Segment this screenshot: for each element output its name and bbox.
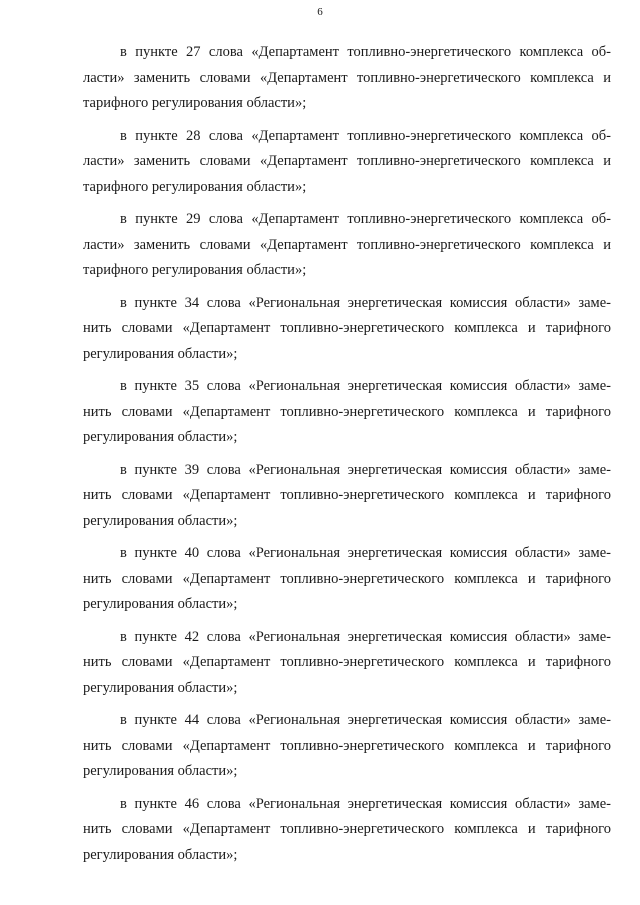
paragraph-line: в пункте 42 слова «Региональная энергетическая комиссия области» заме- [120,628,611,645]
paragraph-line: в пункте 44 слова «Региональная энергетическая комиссия области» заме- [120,712,611,728]
paragraph-line: нить словами «Департамент топливно-энергетического комплекса и тарифного [83,821,611,837]
paragraph-line: тарифного регулирования области»; [83,95,307,111]
paragraph-line: в пункте 39 слова «Региональная энергетическая комиссия области» заме- [120,461,611,478]
paragraph-item-39 [83,458,611,535]
paragraph-item-29 [83,207,611,284]
paragraph-item-46 [83,792,611,869]
paragraph-line: в пункте 34 слова «Региональная энергетическая комиссия области» заме- [120,294,611,311]
paragraph-line: в пункте 46 слова «Региональная энергетическая комиссия области» заме- [120,795,611,812]
paragraph-item-27 [83,40,611,117]
paragraph-line: нить словами «Департамент топливно-энергетического комплекса и тарифного [83,403,611,420]
paragraph-item-40 [83,541,611,618]
paragraph-line: в пункте 35 слова «Региональная энергетическая комиссия области» заме- [120,378,611,394]
paragraph-line: регулирования области»; [83,512,238,529]
paragraph-line: регулирования области»; [83,345,238,362]
paragraph-line: регулирования области»; [83,596,238,612]
paragraph-line: в пункте 40 слова «Региональная энергетическая комиссия области» заме- [120,545,611,561]
paragraph-item-35 [83,374,611,451]
page-number: 6 [317,6,323,18]
paragraph-line: в пункте 29 слова «Департамент топливно-энергетического комплекса об- [120,211,611,227]
paragraph-line: нить словами «Департамент топливно-энергетического комплекса и тарифного [83,737,611,754]
paragraph-line: тарифного регулирования области»; [83,262,307,278]
paragraph-line: регулирования области»; [83,429,238,445]
paragraph-line: нить словами «Департамент топливно-энергетического комплекса и тарифного [83,570,611,587]
paragraph-line: в пункте 28 слова «Департамент топливно-энергетического комплекса об- [120,127,611,144]
paragraph-item-28 [83,124,611,201]
paragraph-line: тарифного регулирования области»; [83,178,307,195]
paragraph-line: нить словами «Департамент топливно-энергетического комплекса и тарифного [83,320,611,336]
paragraph-line: ласти» заменить словами «Департамент топливно-энергетического комплекса и [83,69,611,86]
paragraph-line: регулирования области»; [83,846,238,863]
paragraph-line: нить словами «Департамент топливно-энергетического комплекса и тарифного [83,654,611,670]
paragraph-line: ласти» заменить словами «Департамент топливно-энергетического комплекса и [83,153,611,169]
paragraph-line: нить словами «Департамент топливно-энергетического комплекса и тарифного [83,487,611,503]
paragraph-item-44 [83,708,611,785]
paragraph-item-42 [83,625,611,702]
paragraph-line: в пункте 27 слова «Департамент топливно-энергетического комплекса об- [120,44,611,60]
paragraph-line: регулирования области»; [83,679,238,696]
paragraph-line: ласти» заменить словами «Департамент топливно-энергетического комплекса и [83,236,611,253]
document-body [83,40,611,875]
paragraph-line: регулирования области»; [83,763,238,779]
paragraph-item-34 [83,291,611,368]
